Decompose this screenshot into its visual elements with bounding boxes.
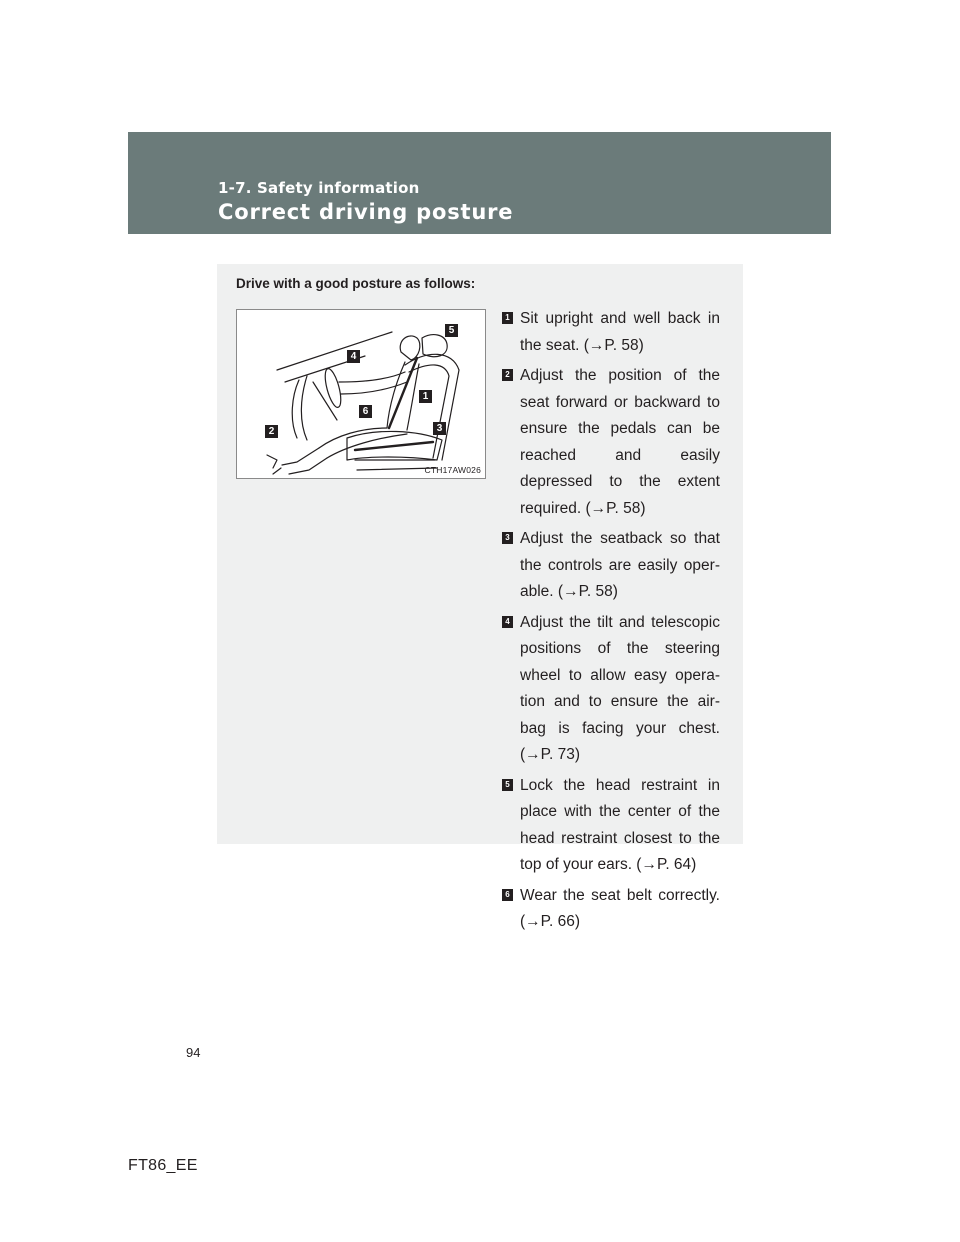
step-item xyxy=(502,773,720,879)
step-text: Adjust the position of the seat forward or backward to ensure the pedals can be reached and easily depressed to the extent required. (→P. 58) xyxy=(520,367,720,517)
page-number: 94 xyxy=(186,1045,201,1060)
page-title: Correct driving posture xyxy=(218,200,514,224)
driving-posture-illustration xyxy=(236,309,486,479)
document-code: FT86_EE xyxy=(128,1157,198,1174)
step-number-badge: 4 xyxy=(502,616,513,628)
step-number-badge: 6 xyxy=(502,889,513,901)
step-text: Adjust the seatback so that the controls are easily oper-able. (→P. 58) xyxy=(520,530,720,600)
step-item xyxy=(502,306,720,359)
step-text: Lock the head restraint in place with the center of the head restraint closest to the top of your ears. (→P. 64) xyxy=(520,776,720,873)
step-item xyxy=(502,883,720,936)
section-label: 1-7. Safety information xyxy=(218,179,420,197)
posture-steps-list xyxy=(502,306,720,940)
step-item xyxy=(502,363,720,522)
callout-badge-1: 1 xyxy=(419,390,432,403)
callout-badge-3: 3 xyxy=(433,422,446,435)
step-number-badge: 5 xyxy=(502,779,513,791)
step-text: Adjust the tilt and telescopic positions of the steering wheel to allow easy opera-tion and to ensure the air-bag is facing your chest. (→P. 73) xyxy=(520,613,720,763)
callout-badge-6: 6 xyxy=(359,405,372,418)
step-text: Wear the seat belt correctly. (→P. 66) xyxy=(520,886,720,930)
callout-badge-5: 5 xyxy=(445,324,458,337)
step-item xyxy=(502,610,720,769)
intro-text: Drive with a good posture as follows: xyxy=(236,276,476,291)
callout-badge-2: 2 xyxy=(265,425,278,438)
step-number-badge: 3 xyxy=(502,532,513,544)
content-panel xyxy=(217,264,743,930)
step-text: Sit upright and well back in the seat. (→P. 58) xyxy=(520,310,720,354)
step-number-badge: 1 xyxy=(502,312,513,324)
step-item xyxy=(502,526,720,606)
figure-code: CTH17AW026 xyxy=(424,465,481,475)
chapter-header-band xyxy=(128,132,831,234)
callout-badge-4: 4 xyxy=(347,350,360,363)
step-number-badge: 2 xyxy=(502,369,513,381)
